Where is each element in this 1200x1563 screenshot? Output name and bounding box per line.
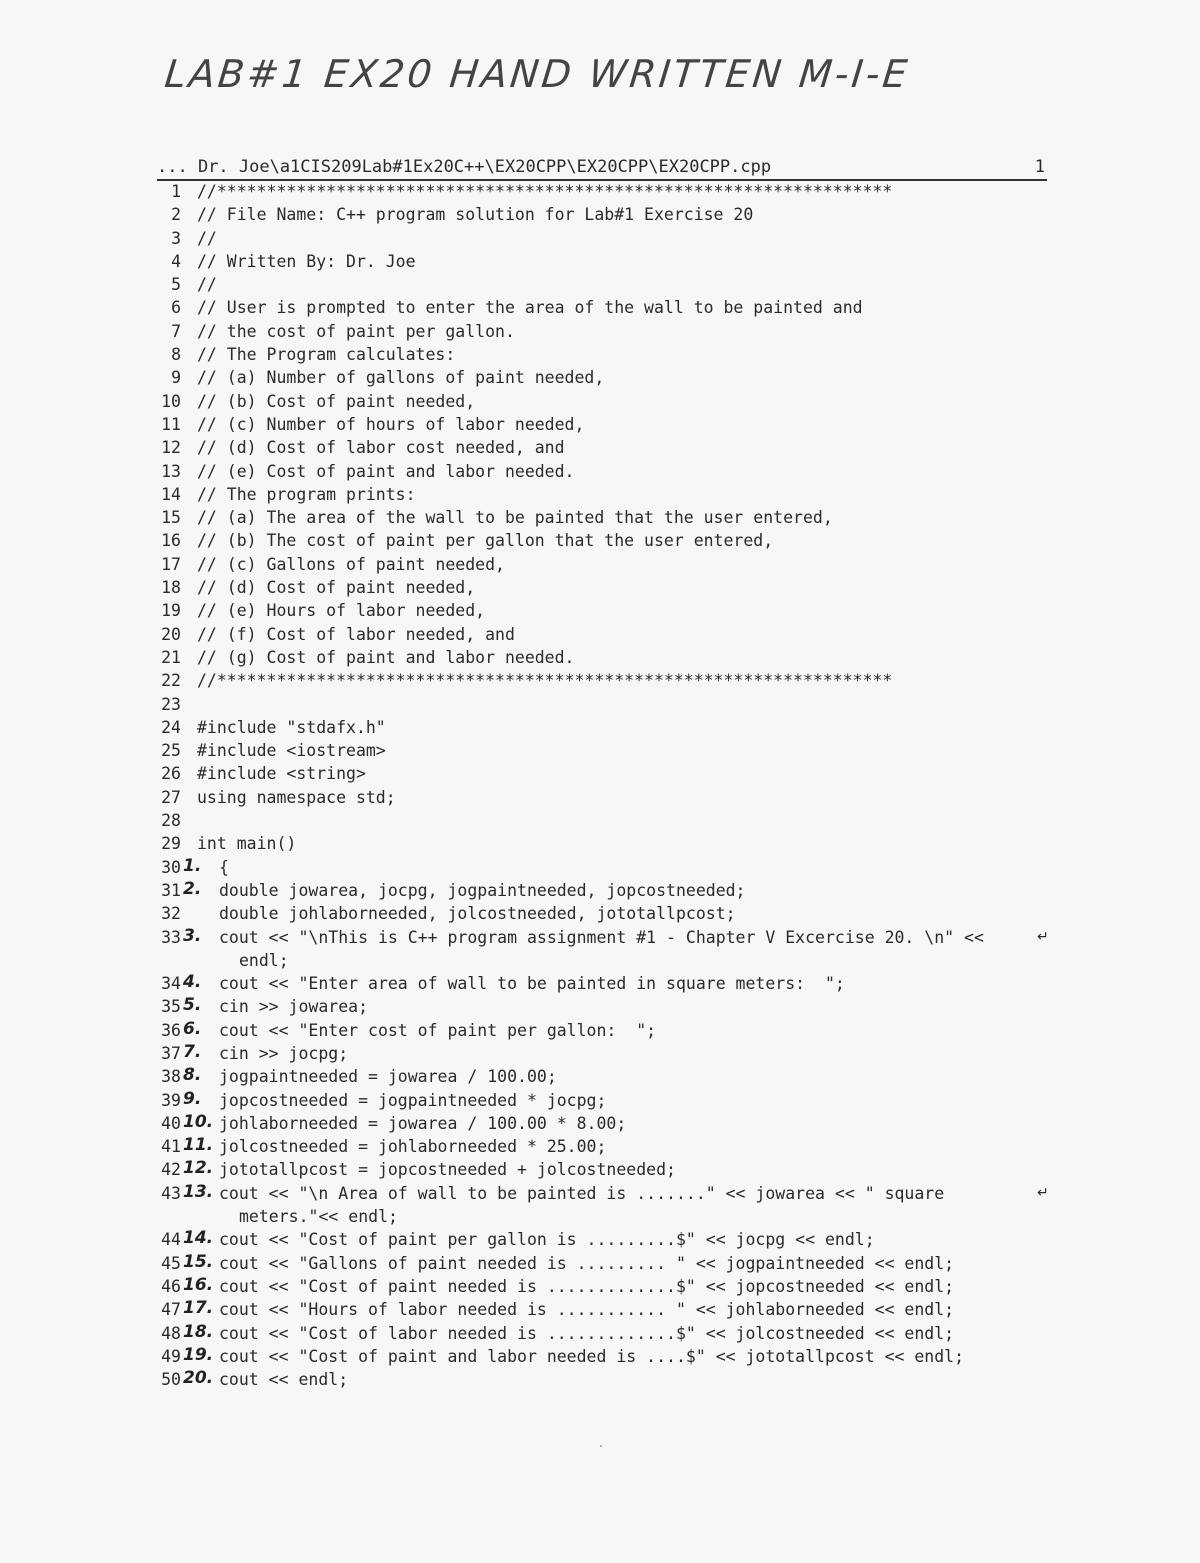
line-number: 18 (161, 578, 181, 598)
wrap-arrow-icon: ↵ (1037, 1184, 1049, 1201)
code-line (157, 995, 1057, 1018)
code-line (157, 460, 1057, 483)
code-line (157, 506, 1057, 529)
file-path: ... Dr. Joe\a1CIS209Lab#1Ex20C++\EX20CPP\EX20CPP\EX20CPP.cpp (157, 157, 772, 177)
line-number: 17 (161, 554, 181, 574)
code-line (157, 296, 1057, 319)
code-listing (157, 180, 1057, 1391)
code-line (157, 436, 1057, 459)
handwritten-title: LAB#1 EX20 HAND WRITTEN M-I-E (162, 52, 913, 96)
code-line (157, 320, 1057, 343)
line-number: 28 (161, 811, 181, 831)
continuation-text: endl; (239, 950, 289, 970)
line-number: 13 (161, 461, 181, 481)
code-line (157, 1112, 1057, 1135)
handwritten-step-number: 7. (183, 1041, 202, 1062)
handwritten-step-number: 5. (183, 995, 202, 1016)
code-text: cout << "Enter area of wall to be painted in square meters: "; (219, 974, 845, 994)
code-text: cout << "Hours of labor needed is ........... " << johlaborneeded << endl; (219, 1300, 955, 1320)
code-text: // (c) Gallons of paint needed, (197, 554, 505, 574)
code-text: using namespace std; (197, 787, 396, 807)
line-number: 8 (171, 345, 181, 365)
code-line (157, 599, 1057, 622)
handwritten-step-number: 9. (183, 1088, 202, 1109)
line-number: 38 (161, 1067, 181, 1087)
code-line (157, 1019, 1057, 1042)
line-number: 6 (171, 298, 181, 318)
code-text: double jowarea, jocpg, jogpaintneeded, jopcostneeded; (219, 880, 746, 900)
code-text: // (b) Cost of paint needed, (197, 391, 476, 411)
code-text: cout << "Cost of labor needed is .............$" << jolcostneeded << endl; (219, 1323, 955, 1343)
handwritten-step-number: 4. (183, 972, 202, 993)
code-text: // (c) Number of hours of labor needed, (197, 414, 585, 434)
code-text: jototallpcost = jopcostneeded + jolcostneeded; (219, 1160, 676, 1180)
code-text: cout << "\nThis is C++ program assignment #1 - Chapter V Excercise 20. \n" << (219, 927, 984, 947)
code-line (157, 693, 1057, 716)
code-line (157, 366, 1057, 389)
code-text: // the cost of paint per gallon. (197, 321, 515, 341)
line-number: 26 (161, 764, 181, 784)
line-number: 32 (161, 904, 181, 924)
code-text: cout << "Cost of paint needed is .............$" << jopcostneeded << endl; (219, 1276, 955, 1296)
line-number: 47 (161, 1300, 181, 1320)
handwritten-step-number: 10. (183, 1111, 214, 1132)
code-text: jolcostneeded = johlaborneeded * 25.00; (219, 1137, 607, 1157)
code-text: // User is prompted to enter the area of the wall to be painted and (197, 298, 863, 318)
code-text: // (f) Cost of labor needed, and (197, 624, 515, 644)
code-line (157, 1158, 1057, 1181)
handwritten-step-number: 6. (183, 1018, 202, 1039)
line-number: 10 (161, 391, 181, 411)
code-line (157, 669, 1057, 692)
code-line (157, 1298, 1057, 1321)
handwritten-step-number: 18. (183, 1321, 214, 1342)
line-number: 31 (161, 880, 181, 900)
code-text: double johlaborneeded, jolcostneeded, jototallpcost; (219, 904, 736, 924)
handwritten-step-number: 1. (183, 855, 202, 876)
code-line (157, 902, 1057, 925)
code-text: // (b) The cost of paint per gallon that the user entered, (197, 531, 774, 551)
line-number: 25 (161, 741, 181, 761)
code-text: //******************************************************************** (197, 671, 893, 691)
code-text: cout << endl; (219, 1370, 349, 1390)
code-line (157, 529, 1057, 552)
line-number: 34 (161, 974, 181, 994)
handwritten-step-number: 20. (183, 1368, 214, 1389)
code-line (157, 762, 1057, 785)
line-number: 29 (161, 834, 181, 854)
code-line (157, 203, 1057, 226)
line-number: 14 (161, 484, 181, 504)
code-line (157, 926, 1057, 973)
code-text: // (e) Hours of labor needed, (197, 601, 486, 621)
code-line (157, 856, 1057, 879)
code-text: jopcostneeded = jogpaintneeded * jocpg; (219, 1090, 607, 1110)
line-number: 2 (171, 205, 181, 225)
line-number: 37 (161, 1043, 181, 1063)
line-number: 22 (161, 671, 181, 691)
code-line (157, 576, 1057, 599)
line-number: 44 (161, 1230, 181, 1250)
code-line (157, 1322, 1057, 1345)
code-line (157, 832, 1057, 855)
code-line (157, 227, 1057, 250)
handwritten-step-number: 14. (183, 1228, 214, 1249)
code-text: johlaborneeded = jowarea / 100.00 * 8.00; (219, 1113, 627, 1133)
line-number: 50 (161, 1370, 181, 1390)
code-line (157, 1182, 1057, 1229)
line-number: 16 (161, 531, 181, 551)
code-text: // The Program calculates: (197, 345, 456, 365)
line-number: 5 (171, 275, 181, 295)
handwritten-step-number: 11. (183, 1135, 214, 1156)
code-text: cout << "\n Area of wall to be painted is ......." << jowarea << " square (219, 1183, 945, 1203)
line-number: 30 (161, 857, 181, 877)
code-text: // The program prints: (197, 484, 416, 504)
handwritten-step-number: 19. (183, 1344, 214, 1365)
line-number: 41 (161, 1137, 181, 1157)
page-number: 1 (1034, 157, 1045, 177)
line-number: 11 (161, 414, 181, 434)
code-line (157, 646, 1057, 669)
code-text: // (d) Cost of paint needed, (197, 578, 476, 598)
code-line (157, 1042, 1057, 1065)
code-line (157, 809, 1057, 832)
line-number: 49 (161, 1346, 181, 1366)
code-line (157, 739, 1057, 762)
wrap-arrow-icon: ↵ (1037, 928, 1049, 945)
code-line (157, 390, 1057, 413)
code-text: #include <string> (197, 764, 366, 784)
handwritten-step-number: 15. (183, 1251, 214, 1272)
line-number: 27 (161, 787, 181, 807)
handwritten-step-number: 8. (183, 1065, 202, 1086)
line-number: 48 (161, 1323, 181, 1343)
line-number: 3 (171, 228, 181, 248)
code-line (157, 972, 1057, 995)
line-number: 20 (161, 624, 181, 644)
line-number: 46 (161, 1276, 181, 1296)
handwritten-step-number: 16. (183, 1274, 214, 1295)
code-line (157, 273, 1057, 296)
code-text: // (197, 275, 217, 295)
code-text: cout << "Cost of paint and labor needed is ....$" << jototallpcost << endl; (219, 1346, 965, 1366)
code-text: jogpaintneeded = jowarea / 100.00; (219, 1067, 557, 1087)
line-number: 9 (171, 368, 181, 388)
code-line (157, 343, 1057, 366)
line-number: 15 (161, 508, 181, 528)
code-text: cout << "Enter cost of paint per gallon: "; (219, 1020, 657, 1040)
code-text: #include <iostream> (197, 741, 386, 761)
code-line (157, 250, 1057, 273)
code-line (157, 1089, 1057, 1112)
line-number: 35 (161, 997, 181, 1017)
handwritten-step-number: 3. (183, 925, 202, 946)
line-number: 23 (161, 694, 181, 714)
code-text: cin >> jocpg; (219, 1043, 349, 1063)
code-text: // (a) The area of the wall to be painted that the user entered, (197, 508, 833, 528)
code-line (157, 1065, 1057, 1088)
code-text: // File Name: C++ program solution for Lab#1 Exercise 20 (197, 205, 754, 225)
code-line (157, 413, 1057, 436)
code-text: // (g) Cost of paint and labor needed. (197, 647, 575, 667)
code-line (157, 1368, 1057, 1391)
code-text: // Written By: Dr. Joe (197, 251, 416, 271)
code-text: cin >> jowarea; (219, 997, 369, 1017)
code-line (157, 786, 1057, 809)
code-line (157, 1275, 1057, 1298)
code-line (157, 716, 1057, 739)
code-text: { (219, 857, 229, 877)
line-number: 24 (161, 717, 181, 737)
file-header (157, 155, 1047, 181)
handwritten-step-number: 2. (183, 878, 202, 899)
continuation-text: meters."<< endl; (239, 1207, 398, 1227)
line-number: 36 (161, 1020, 181, 1040)
line-number: 42 (161, 1160, 181, 1180)
code-text: //******************************************************************** (197, 182, 893, 201)
code-text: // (a) Number of gallons of paint needed, (197, 368, 605, 388)
line-number: 7 (171, 321, 181, 341)
code-line (157, 1345, 1057, 1368)
line-number: 19 (161, 601, 181, 621)
code-text: int main() (197, 834, 297, 854)
code-text: // (e) Cost of paint and labor needed. (197, 461, 575, 481)
handwritten-step-number: 17. (183, 1298, 214, 1319)
line-number: 1 (171, 182, 181, 201)
code-text: cout << "Cost of paint per gallon is .........$" << jocpg << endl; (219, 1230, 875, 1250)
line-number: 4 (171, 251, 181, 271)
line-number: 12 (161, 438, 181, 458)
code-text: // (197, 228, 217, 248)
line-number: 45 (161, 1253, 181, 1273)
code-line (157, 180, 1057, 203)
code-line (157, 879, 1057, 902)
code-line (157, 1252, 1057, 1275)
handwritten-step-number: 13. (183, 1181, 214, 1202)
code-line (157, 1228, 1057, 1251)
code-line (157, 553, 1057, 576)
line-number: 21 (161, 647, 181, 667)
line-number: 33 (161, 927, 181, 947)
code-line (157, 1135, 1057, 1158)
handwritten-step-number: 12. (183, 1158, 214, 1179)
line-number: 40 (161, 1113, 181, 1133)
code-text: cout << "Gallons of paint needed is ......... " << jogpaintneeded << endl; (219, 1253, 955, 1273)
line-number: 39 (161, 1090, 181, 1110)
code-line (157, 483, 1057, 506)
code-text: #include "stdafx.h" (197, 717, 386, 737)
line-number: 43 (161, 1183, 181, 1203)
scan-speck (600, 1445, 602, 1447)
code-line (157, 623, 1057, 646)
code-text: // (d) Cost of labor cost needed, and (197, 438, 565, 458)
